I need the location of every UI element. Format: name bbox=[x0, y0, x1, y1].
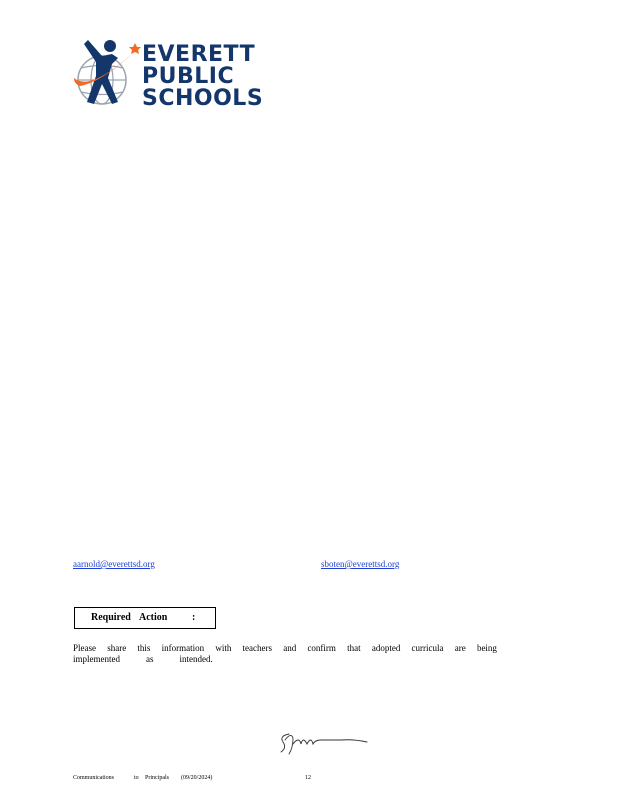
footer-page-number: 12 bbox=[305, 775, 311, 781]
contact-email-link-left[interactable]: aarnold@everettsd.org bbox=[73, 559, 155, 569]
instructions-line-2 bbox=[73, 654, 497, 665]
instruction-word: curricula bbox=[411, 643, 444, 653]
logo-line-2: PUBLIC bbox=[142, 64, 235, 89]
required-action-colon: : bbox=[192, 612, 196, 623]
instruction-word: Please bbox=[73, 643, 96, 653]
logo-line-3: SCHOOLS bbox=[142, 86, 264, 111]
instruction-word: and bbox=[283, 643, 297, 653]
signature-icon bbox=[275, 728, 375, 756]
required-action-word-1: Required bbox=[91, 612, 131, 623]
instruction-word: being bbox=[476, 643, 497, 653]
instruction-word: as bbox=[146, 654, 154, 664]
required-action-word-2: Action bbox=[139, 612, 168, 623]
instructions-line-1 bbox=[73, 643, 497, 654]
logo-emblem-icon bbox=[72, 36, 142, 112]
instruction-word: intended. bbox=[179, 654, 213, 664]
instruction-word: confirm bbox=[307, 643, 336, 653]
footer-label-1: Communications bbox=[73, 775, 114, 781]
instruction-word: share bbox=[107, 643, 127, 653]
contact-email-link-right[interactable]: sboten@everettsd.org bbox=[321, 559, 400, 569]
instruction-word: with bbox=[215, 643, 232, 653]
footer-label-3: Principals bbox=[145, 775, 169, 781]
instruction-word: are bbox=[454, 643, 466, 653]
instruction-word: teachers bbox=[242, 643, 273, 653]
instruction-word: this bbox=[137, 643, 151, 653]
logo-line-1: EVERETT bbox=[142, 42, 256, 67]
footer-date: (09/20/2024) bbox=[181, 775, 213, 781]
instruction-word: implemented bbox=[73, 654, 120, 664]
district-logo bbox=[72, 36, 264, 112]
logo-wordmark bbox=[142, 44, 263, 110]
required-action-box bbox=[74, 607, 216, 629]
footer-label-2: to bbox=[134, 775, 139, 781]
instructions-paragraph bbox=[73, 643, 497, 665]
instruction-word: that bbox=[347, 643, 361, 653]
instruction-word: information bbox=[161, 643, 205, 653]
instruction-word: adopted bbox=[371, 643, 401, 653]
